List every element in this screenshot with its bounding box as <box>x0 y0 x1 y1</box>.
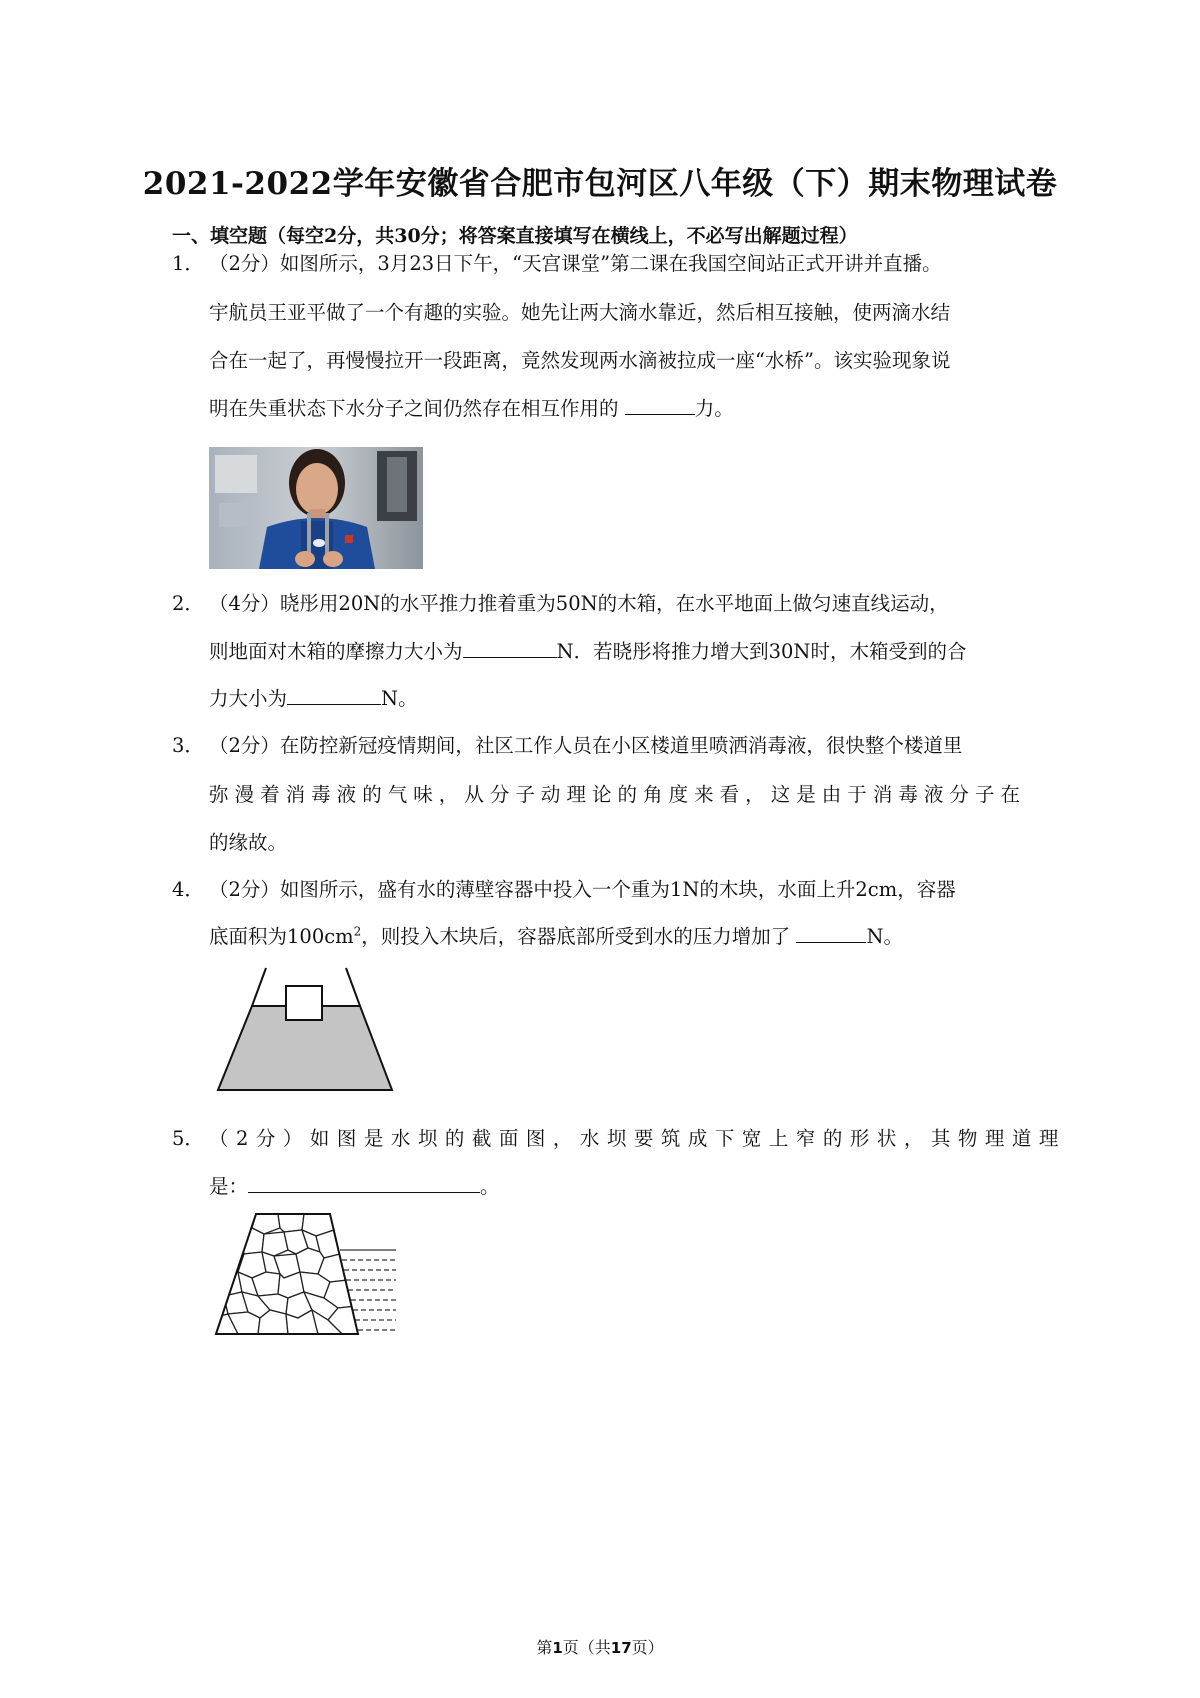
q2-line-2 <box>209 636 966 664</box>
q2-line-3 <box>209 683 418 711</box>
question-number-5: 5． <box>172 1127 204 1150</box>
q1-line-4 <box>209 393 734 421</box>
q3-line-2: 弥漫着消毒液的气味，从分子动理论的角度来看，这是由于消毒液分子在 <box>209 783 1022 806</box>
container-block-diagram <box>214 962 400 1094</box>
answer-blank-q5 <box>248 1174 480 1193</box>
q1-line-3: 合在一起了，再慢慢拉开一段距离，竟然发现两水滴被拉成一座“水桥”。该实验现象说 <box>209 349 951 372</box>
footer-prefix: 第 <box>536 1638 553 1657</box>
section-heading: 一、填空题（每空2分，共30分；将答案直接填写在横线上，不必写出解题过程） <box>172 225 858 247</box>
q1-line-4-tail: 力。 <box>694 397 734 420</box>
q4-line-2-mid: ，则投入木块后，容器底部所受到水的压力增加了 <box>361 925 797 948</box>
q4-superscript: 2 <box>353 924 362 939</box>
q4-line-1: （2分）如图所示，盛有水的薄壁容器中投入一个重为1N的木块，水面上升2cm，容器 <box>209 878 956 901</box>
q4-line-2-text: 底面积为100cm <box>209 925 354 948</box>
q5-line-1: （2分）如图是水坝的截面图，水坝要筑成下宽上窄的形状，其物理道理 <box>209 1127 1066 1150</box>
q3-line-3: 的缘故。 <box>209 831 288 854</box>
answer-blank-q4 <box>796 924 866 943</box>
footer-suffix: 页） <box>631 1638 664 1657</box>
page-title: 2021-2022学年安徽省合肥市包河区八年级（下）期末物理试卷 <box>142 166 1058 202</box>
footer-page-number: 1 <box>552 1639 563 1657</box>
q1-line-2: 宇航员王亚平做了一个有趣的实验。她先让两大滴水靠近，然后相互接触，使两滴水结 <box>209 301 951 324</box>
question-number-3: 3． <box>172 734 204 757</box>
q2-line-3-tail: N。 <box>381 687 418 710</box>
q3-line-1: （2分）在防控新冠疫情期间，社区工作人员在小区楼道里喷洒消毒液，很快整个楼道里 <box>209 734 963 757</box>
question-number-1: 1． <box>172 252 204 275</box>
dam-cross-section-diagram <box>208 1210 398 1338</box>
answer-blank-q1 <box>625 396 695 415</box>
q2-line-2-tail: N．若晓彤将推力增大到30N时，木箱受到的合 <box>556 640 967 663</box>
question-number-2: 2． <box>172 592 204 615</box>
q5-line-2-tail: 。 <box>480 1175 500 1198</box>
q4-line-2 <box>209 921 903 949</box>
q2-line-3-text: 力大小为 <box>209 687 288 710</box>
q2-line-1: （4分）晓彤用20N的水平推力推着重为50N的木箱，在水平地面上做匀速直线运动， <box>209 592 949 615</box>
q5-line-2 <box>209 1171 500 1199</box>
q4-line-2-tail: N。 <box>866 925 904 948</box>
answer-blank-q2b <box>287 686 381 705</box>
footer-middle: 页（共 <box>562 1638 611 1657</box>
question-number-4: 4． <box>172 878 204 901</box>
q5-line-2-text: 是： <box>209 1175 249 1198</box>
answer-blank-q2a <box>463 639 557 658</box>
astronaut-photo <box>209 447 423 569</box>
page-footer <box>0 1635 1200 1658</box>
q1-line-4-text: 明在失重状态下水分子之间仍然存在相互作用的 <box>209 397 625 420</box>
q1-line-1: （2分）如图所示，3月23日下午，“天宫课堂”第二课在我国空间站正式开讲并直播。 <box>209 252 942 275</box>
q2-line-2-text: 则地面对木箱的摩擦力大小为 <box>209 640 463 663</box>
footer-total-pages: 17 <box>610 1639 632 1657</box>
